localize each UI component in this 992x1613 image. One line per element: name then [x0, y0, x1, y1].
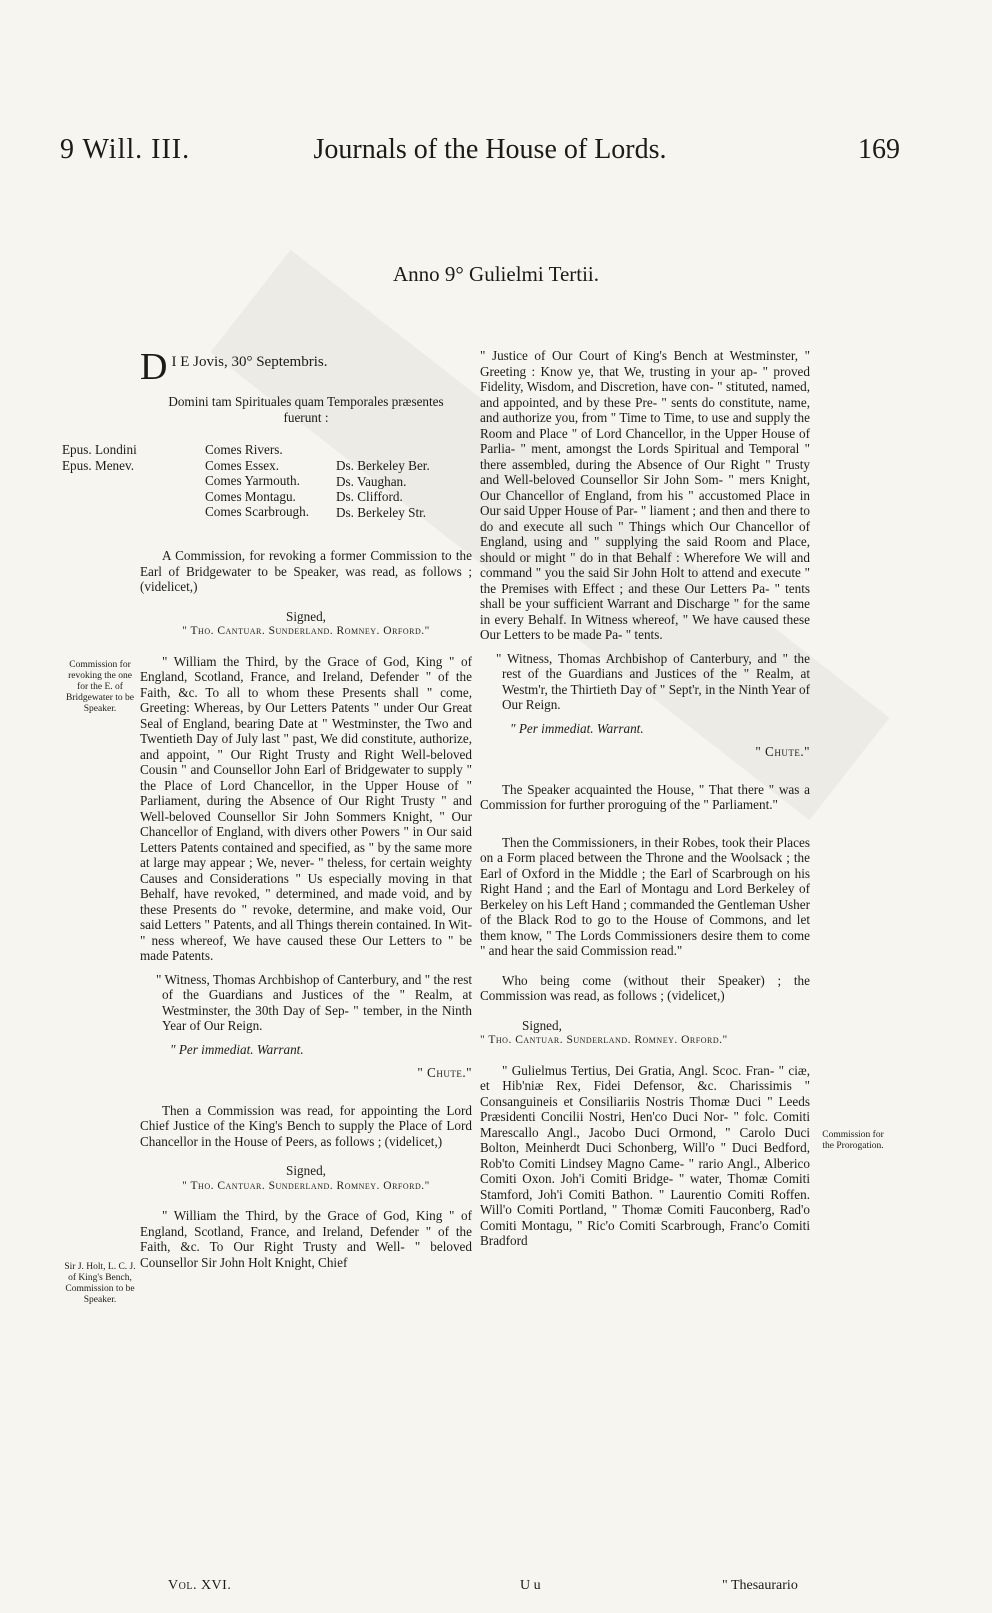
- running-head: [60, 134, 900, 174]
- barons-present: [336, 458, 430, 520]
- baron-entry: Ds. Berkeley Str.: [336, 504, 427, 520]
- signatories: " Tho. Cantuar. Sunderland. Romney. Orford.": [182, 1179, 430, 1192]
- baron-entry: Ds. Berkeley Ber.: [336, 458, 430, 473]
- commission-text-holt-continued: " Justice of Our Court of King's Bench at Westminster, " Greeting : Know ye, that We, trusting in your ap- " proved Fidelity, Wisdom, and Discretion, have con- " stituted, named, and appointed, and by these Pre- " sents do constitute, name, and authorize you, from " Time to Time, to use and supply the Room and Place " of Lord Chancellor, in the Upper House of Parlia- " ment, amongst the Lords Spiritual and Temporal " there assembled, during the Absence of Our Right " Trusty and Well-beloved Counsellor Sir John Som- " mers Knight, Our Chancellor of England, from his " accustomed Place in Our said Upper House of Par- " liament ; and then and there to do and execute all such " Things which Our Chancellor of England, using and " supplying the said Room and Place, should or might " do in that Behalf : Wherefore We will and command " you the said Sir John Holt to attend and execute " the Premises with Effect ; and these Our Letters Pa- " tents shall be your sufficient Warrant and Discharge " for the same in every Behalf. In Witness whereof, " We have caused these Our Letters to be made Pa- " tents.: [480, 348, 810, 642]
- margin-note-revoking: Commission for revoking the one for the E. of Bridgewater to be Speaker.: [65, 660, 135, 714]
- signature-mark: U u: [520, 1578, 541, 1593]
- paragraph-commission-holt: Then a Commission was read, for appointing the Lord Chief Justice of the King's Bench to supply the Place of Lord Chancellor in the House of Peers, as follows ; (videlicet,): [140, 1102, 472, 1149]
- signatories: " Tho. Cantuar. Sunderland. Romney. Orford.": [182, 625, 430, 637]
- witness-clause: " Witness, Thomas Archbishop of Canterbury, and " the rest of the Guardians and Justices of the " Realm, at Westm'r, the Thirtieth Day of " Sept'r, in the Ninth Year of Our Reign.: [496, 650, 810, 712]
- margin-note-prorogation: Commission for the Prorogation.: [822, 1130, 884, 1151]
- commission-text-prorogation: " Gulielmus Tertius, Dei Gratia, Angl. Scoc. Fran- " ciæ, et Hib'niæ Rex, Fidei Defensor, &c. Charissimis " Consanguineis et Consiliariis Nostris Thomæ Duci " Leeds Præsidenti Concilii Nostri, Hen'co Duci Nor- " folc. Comiti Marescallo Angl., Jacobo Duci Ormond, " Carolo Duci Bolton, Meinherdt Duci Schonberg, Will'o " Duci Bedford, Rob'to Comiti Lindsey Magno Came- " rario Angl., Alberico Comiti Oxon. Joh'i Comiti Bridge- " water, Thomæ Comiti Stamford, Joh'i Comiti Bathon. " Laurentio Comiti Roffen. Will'o Comiti Portland, " Thomæ Comiti Fauconberg, Rad'o Comiti Montagu, " Ric'o Comiti Scarbrough, Franc'o Comiti Bradford: [480, 1062, 810, 1248]
- earls-present: [205, 442, 309, 520]
- page-number: 169: [858, 134, 900, 165]
- running-head-regnal-year: 9 Will. III.: [60, 134, 191, 165]
- earl-entry: Comes Essex.: [205, 457, 279, 473]
- paragraph-speaker-acquainted: The Speaker acquainted the House, " That there " was a Commission for further proroguing of the " Parliament.": [480, 781, 810, 812]
- chute-signature: " Chute.": [417, 1065, 472, 1080]
- volume-number: Vol. XVI.: [168, 1578, 232, 1593]
- paragraph-commission-revoking: A Commission, for revoking a former Commission to the Earl of Bridgewater to be Speaker, was read, as follows ; (videlicet,): [140, 548, 472, 594]
- bishop-entry: Epus. Londini: [62, 442, 137, 457]
- paragraph-commissioners-robes: Then the Commissioners, in their Robes, took their Places on a Form placed between the Throne and the Woolsack ; the Earl of Oxford in the Middle ; the Earl of Scarbrough on his Right Hand ; and the Earl of Montagu and Lord Berkeley of Berkeley on his Left Hand ; commanded the Gentleman Usher of the Black Rod to go to the House of Commons, and let them know, " The Lords Commissioners desire them to come " and hear the said Commission read.": [480, 834, 810, 958]
- bishop-entry: Epus. Menev.: [62, 457, 135, 473]
- catchword: " Thesaurario: [722, 1578, 798, 1593]
- commission-text-holt: " William the Third, by the Grace of God, King " of England, Scotland, France, and Ireland, Defender " of the Faith, &c. To Our Right Trusty and Well- " beloved Counsellor Sir John Holt Knight, Chief: [140, 1208, 472, 1270]
- right-column: [480, 348, 810, 1249]
- domini-line: Domini tam Spirituales quam Temporales præsentes fuerunt :: [168, 394, 444, 425]
- date-line: [140, 346, 472, 388]
- signed-label: Signed,: [286, 1163, 326, 1178]
- signed-label: Signed,: [522, 1017, 562, 1033]
- signatories: " Tho. Cantuar. Sunderland. Romney. Orford.": [480, 1034, 728, 1046]
- left-column-body: [140, 548, 472, 1270]
- left-column: [140, 346, 472, 425]
- drop-cap: D: [140, 346, 168, 388]
- warrant-line: " Per immediat. Warrant.: [170, 1041, 304, 1057]
- bishops-present: [62, 442, 137, 473]
- anno-title: Anno 9° Gulielmi Tertii.: [392, 262, 600, 286]
- earl-entry: Comes Rivers.: [205, 442, 283, 457]
- date-line-text: I E Jovis, 30° Septembris.: [171, 354, 328, 370]
- baron-entry: Ds. Clifford.: [336, 489, 403, 504]
- paragraph-commission-read: Who being come (without their Speaker) ; the Commission was read, as follows ; (videlicet,): [480, 972, 810, 1003]
- commission-text-revoking: " William the Third, by the Grace of God, King " of England, Scotland, France, and Ireland, Defender " of the Faith, &c. To all to whom these Presents shall " come, Greeting: Whereas, by Our Letters Patents " under Our Great Seal of England, bearing Date at " Westminster, the Two and Twentieth Day of July last " past, We did constitute, authorize, and appoint, " Our Right Trusty and Right Well-beloved Cousin " and Counsellor John Earl of Bridgewater to supply " the Place of Lord Chancellor, in the Upper House of " Parliament, during the Absence of Our Right Trusty " and Well-beloved Counsellor Sir John Sommers Knight, " Our Chancellor of England, with divers other Powers " in Our said Letters Patents contained and specified, as " by the same more at large may appear ; We, never- " theless, for certain weighty Causes and Considerations " Us especially moving in that Behalf, have revoked, " determined, and made void, and by these Presents do " revoke, determine, and make void, Our said Letters " Patents, and all Things therein contained. In Wit- " ness whereof, We have caused these Our Letters to " be made Patents.: [140, 653, 472, 963]
- baron-entry: Ds. Vaughan.: [336, 473, 407, 489]
- witness-clause: " Witness, Thomas Archbishop of Canterbury, and " the rest of the Guardians and Justices of the " Realm, at Westminster, the 30th Day of Sep- " tember, in the Ninth Year of Our Reign.: [156, 971, 472, 1033]
- earl-entry: Comes Montagu.: [205, 488, 296, 504]
- margin-note-holt: Sir J. Holt, L. C. J. of King's Bench, Commission to be Speaker.: [64, 1262, 136, 1305]
- running-head-title: Journals of the House of Lords.: [313, 134, 667, 165]
- signed-label: Signed,: [286, 608, 326, 624]
- chute-signature: " Chute.": [755, 744, 810, 759]
- warrant-line: " Per immediat. Warrant.: [510, 720, 644, 736]
- earl-entry: Comes Scarbrough.: [205, 504, 310, 519]
- earl-entry: Comes Yarmouth.: [205, 473, 300, 488]
